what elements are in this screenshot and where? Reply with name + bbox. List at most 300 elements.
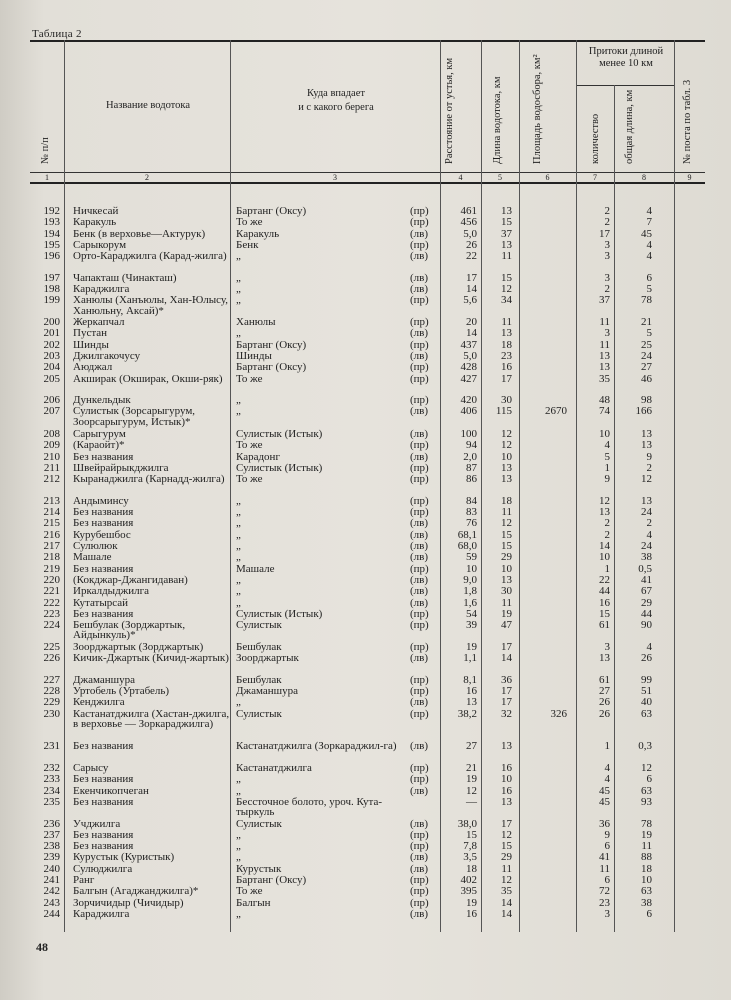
bank-side: (пр)	[410, 673, 429, 686]
row-number: 208	[43, 428, 60, 440]
distance-from-mouth: 86	[466, 473, 477, 486]
watercourse-name: Шинды	[73, 338, 109, 351]
tributary-length: 4	[646, 640, 652, 653]
tributary-count: 27	[599, 684, 610, 697]
flows-into: Машале	[236, 562, 275, 575]
bank-side: (лв)	[410, 907, 429, 920]
bank-side: (лв)	[410, 349, 429, 362]
bank-side: (пр)	[410, 205, 429, 217]
row-number: 231	[43, 740, 60, 753]
watercourse-name: Екенчикопчеган	[73, 784, 149, 797]
watercourse-name: Без названия	[73, 740, 134, 753]
tributary-length: 2	[646, 517, 652, 530]
watercourse-name: Кутатырсай	[73, 596, 129, 609]
flows-into: „	[236, 696, 241, 709]
distance-from-mouth: 402	[460, 874, 477, 886]
row-number: 201	[43, 327, 60, 340]
watercourse-name: Сулистык (Зорсарыгурум, Зоорсарыгурум, Истык)*	[73, 405, 196, 428]
row-number: 206	[43, 394, 60, 407]
length: 14	[501, 896, 512, 909]
tributary-length: 24	[641, 349, 652, 362]
bank-side: (лв)	[410, 528, 429, 541]
row-number: 216	[43, 528, 60, 541]
distance-from-mouth: 17	[466, 271, 477, 284]
flows-into: „	[236, 828, 241, 841]
row-number: 241	[43, 874, 60, 886]
watercourse-name: Сулюджилга	[73, 862, 133, 875]
distance-from-mouth: 437	[460, 338, 477, 351]
length: 18	[501, 338, 512, 351]
colnum-8: 8	[642, 173, 646, 182]
bank-side: (пр)	[410, 640, 429, 653]
tributary-count: 2	[604, 283, 610, 296]
watercourse-name: Орто-Караджилга (Карад-жилга)	[73, 250, 227, 263]
length: 10	[501, 450, 512, 463]
tributary-length: 78	[641, 294, 652, 307]
header-bottom-rule	[30, 182, 705, 184]
tributary-length: 10	[641, 874, 652, 886]
length: 13	[501, 795, 512, 808]
tributary-length: 9	[646, 450, 652, 463]
distance-from-mouth: 19	[466, 640, 477, 653]
flows-into: Сулистык (Истык)	[236, 428, 323, 440]
tributary-length: 45	[641, 227, 652, 240]
flows-into: „	[236, 394, 241, 407]
row-number: 229	[43, 696, 60, 709]
flows-into: То же	[236, 439, 263, 452]
flows-into: Сулистык (Истык)	[236, 461, 323, 474]
row-number: 196	[43, 250, 60, 263]
row-number: 239	[43, 851, 60, 864]
header-into-1: Куда впадает	[307, 88, 365, 99]
tributary-length: 63	[641, 707, 652, 720]
tributary-count: 4	[604, 762, 610, 774]
tributary-length: 11	[641, 840, 652, 853]
watercourse-name: Зоорджартык (Зорджартык)	[73, 640, 204, 653]
length: 12	[501, 874, 512, 886]
row-number: 204	[43, 361, 60, 374]
bank-side: (лв)	[410, 784, 429, 797]
watercourse-name: Кичик-Джартык (Кичид-жартык)	[73, 652, 229, 664]
tributary-count: 26	[599, 696, 610, 709]
tributary-count: 22	[599, 573, 610, 586]
row-number: 213	[43, 494, 60, 507]
header-top-rule	[30, 40, 705, 42]
watercourse-name: Уртобель (Уртабель)	[73, 684, 170, 697]
distance-from-mouth: 68,0	[457, 540, 477, 552]
flows-into: Сулистык	[236, 619, 282, 632]
bank-side: (пр)	[410, 828, 429, 841]
tributary-count: 13	[599, 349, 610, 362]
bank-side: (пр)	[410, 294, 429, 307]
distance-from-mouth: 27	[466, 740, 477, 753]
flows-into: Шинды	[236, 349, 272, 362]
length: 30	[501, 585, 512, 598]
bank-side: (пр)	[410, 238, 429, 251]
tributary-length: 6	[646, 773, 652, 786]
bank-side: (лв)	[410, 596, 429, 609]
distance-from-mouth: 76	[466, 517, 477, 530]
length: 13	[501, 740, 512, 753]
row-number: 195	[43, 238, 60, 251]
row-number: 223	[43, 607, 60, 620]
bank-side: (пр)	[410, 707, 429, 720]
distance-from-mouth: 9,0	[463, 573, 477, 586]
flows-into: „	[236, 283, 241, 296]
distance-from-mouth: 20	[466, 316, 477, 328]
watercourse-name: Курустык (Куристык)	[73, 851, 175, 864]
flows-into: Кастанатджилга	[236, 762, 312, 774]
tributary-length: 41	[641, 573, 652, 586]
tributary-length: 98	[641, 394, 652, 407]
row-number: 197	[43, 271, 60, 284]
length: 47	[501, 619, 512, 632]
row-number: 194	[43, 227, 60, 240]
watercourse-name: Андыминсу	[73, 494, 129, 507]
watercourse-name: Сулюлюк	[73, 540, 118, 552]
watercourse-name: Жеркапчал	[73, 316, 125, 328]
colnum-1: 1	[45, 173, 49, 182]
bank-side: (пр)	[410, 762, 429, 774]
length: 15	[501, 528, 512, 541]
flows-into: Джаманшура	[236, 684, 298, 697]
tributary-count: 4	[604, 439, 610, 452]
flows-into: Бартанг (Оксу)	[236, 874, 307, 886]
tributary-length: 99	[641, 673, 652, 686]
tributary-count: 3	[604, 640, 610, 653]
distance-from-mouth: 22	[466, 250, 477, 263]
watercourse-name: Без названия	[73, 607, 134, 620]
tributary-count: 11	[599, 862, 610, 875]
row-number: 192	[43, 205, 60, 217]
tributary-count: 3	[604, 327, 610, 340]
flows-into: То же	[236, 473, 263, 486]
distance-from-mouth: 13	[466, 696, 477, 709]
bank-side: (пр)	[410, 316, 429, 328]
flows-into: Бешбулак	[236, 673, 282, 686]
flows-into: „	[236, 405, 241, 418]
length: 17	[501, 684, 512, 697]
row-number: 200	[43, 316, 60, 328]
tributary-length: 4	[646, 250, 652, 263]
distance-from-mouth: 7,8	[463, 840, 477, 853]
flows-into: Бессточное болото, уроч. Кута-тыркуль	[236, 795, 383, 819]
bank-side: (пр)	[410, 840, 429, 853]
bank-side: (лв)	[410, 271, 429, 284]
bank-side: (лв)	[410, 428, 429, 440]
watercourse-name: Джилгакочусу	[73, 349, 141, 362]
length: 13	[501, 473, 512, 486]
tributary-count: 6	[604, 840, 610, 853]
watercourse-name: Сарыкорум	[73, 238, 127, 251]
flows-into: Сулистык	[236, 707, 282, 720]
flows-into: Бешбулак	[236, 640, 282, 653]
colnum-3: 3	[333, 173, 337, 182]
row-number: 237	[43, 828, 60, 841]
watercourse-name: Учджилга	[73, 817, 121, 830]
bank-side: (пр)	[410, 338, 429, 351]
watercourse-name: Без названия	[73, 828, 134, 841]
distance-from-mouth: 420	[460, 394, 477, 407]
length: 17	[501, 817, 512, 830]
distance-from-mouth: 428	[460, 361, 477, 374]
colnum-9: 9	[687, 173, 692, 182]
length: 15	[501, 216, 512, 229]
length: 29	[501, 851, 512, 864]
row-number: 242	[43, 885, 60, 898]
length: 23	[501, 349, 512, 362]
table-caption: Таблица 2	[32, 28, 82, 40]
length: 16	[501, 762, 512, 774]
tributary-length: 13	[641, 494, 652, 507]
header-cnt: количество	[590, 113, 601, 164]
colnum-2: 2	[145, 173, 149, 182]
length: 13	[501, 327, 512, 340]
length: 15	[501, 840, 512, 853]
bank-side: (лв)	[410, 851, 429, 864]
distance-from-mouth: 12	[466, 784, 477, 797]
length: 12	[501, 828, 512, 841]
row-number: 221	[43, 585, 60, 598]
header-area: Площадь водосбора, км²	[532, 54, 543, 164]
length: 12	[501, 439, 512, 452]
watercourse-name: Караджилга	[73, 283, 130, 296]
bank-side: (лв)	[410, 652, 429, 664]
flows-into: „	[236, 573, 241, 586]
page-number: 48	[36, 940, 48, 954]
distance-from-mouth: 15	[466, 828, 477, 841]
bank-side: (лв)	[410, 551, 429, 564]
length: 14	[501, 907, 512, 920]
row-number: 234	[43, 784, 60, 797]
bank-side: (пр)	[410, 473, 429, 486]
tribs-sub-rule	[576, 85, 674, 86]
distance-from-mouth: 94	[466, 439, 477, 452]
tributary-count: 23	[599, 896, 610, 909]
tributary-count: 15	[599, 607, 610, 620]
watercourse-name: Ранг	[73, 874, 95, 886]
length: 11	[501, 862, 512, 875]
distance-from-mouth: 26	[466, 238, 477, 251]
length: 17	[501, 640, 512, 653]
distance-from-mouth: 19	[466, 896, 477, 909]
row-number: 240	[43, 862, 60, 875]
colnum-7: 7	[593, 173, 597, 182]
tributary-length: 67	[641, 585, 652, 598]
distance-from-mouth: 8,1	[463, 673, 477, 686]
bank-side: (пр)	[410, 494, 429, 507]
tributary-count: 17	[599, 227, 610, 240]
header-into-2: и с какого берега	[298, 102, 374, 113]
tributary-length: 38	[641, 551, 652, 564]
header-len: Длина водотока, км	[492, 76, 503, 164]
watercourse-name: Кенджилга	[73, 696, 125, 709]
tributary-count: 10	[599, 551, 610, 564]
distance-from-mouth: 16	[466, 907, 477, 920]
flows-into: „	[236, 528, 241, 541]
tributary-count: 48	[599, 394, 610, 407]
tributary-length: 90	[641, 619, 652, 632]
watercourse-name: Кыранаджилга (Карнадд-жилга)	[73, 473, 225, 486]
flows-into: „	[236, 517, 241, 530]
tributary-length: 19	[641, 828, 652, 841]
length: 11	[501, 596, 512, 609]
distance-from-mouth: 427	[460, 372, 477, 385]
length: 12	[501, 283, 512, 296]
watercourse-name: Ничкесай	[73, 205, 119, 217]
bank-side: (пр)	[410, 773, 429, 786]
row-number: 219	[43, 562, 60, 575]
watercourse-name: Бешбулак (Зорджартык, Айдынкуль)*	[73, 619, 186, 642]
row-number: 225	[43, 640, 60, 653]
length: 10	[501, 562, 512, 575]
row-number: 214	[43, 506, 60, 519]
tributary-count: 10	[599, 428, 610, 440]
tributary-length: 78	[641, 817, 652, 830]
watercourse-name: Без названия	[73, 450, 134, 463]
tributary-length: 63	[641, 784, 652, 797]
tributary-count: 9	[604, 473, 610, 486]
tributary-count: 16	[599, 596, 610, 609]
row-number: 228	[43, 684, 60, 697]
flows-into: Курустык	[236, 862, 282, 875]
watercourse-name: Без названия	[73, 517, 134, 530]
flows-into: „	[236, 551, 241, 564]
watercourse-name: Джаманшура	[73, 673, 135, 686]
flows-into: Балгын	[236, 896, 271, 909]
bank-side: (лв)	[410, 450, 429, 463]
length: 17	[501, 372, 512, 385]
distance-from-mouth: 10	[466, 562, 477, 575]
watercourse-name: Пустан	[73, 327, 108, 340]
length: 32	[501, 707, 512, 720]
watercourse-name: Машале	[73, 551, 112, 564]
flows-into: „	[236, 851, 241, 864]
tributary-length: 46	[641, 372, 652, 385]
watercourse-name: Зорчичидыр (Чичидыр)	[73, 896, 184, 909]
flows-into: То же	[236, 372, 263, 385]
distance-from-mouth: 100	[460, 428, 477, 440]
length: 35	[501, 885, 512, 898]
length: 12	[501, 428, 512, 440]
tributary-length: 24	[641, 506, 652, 519]
tributary-length: 29	[641, 596, 652, 609]
row-number: 210	[43, 450, 60, 463]
bank-side: (пр)	[410, 684, 429, 697]
bank-side: (лв)	[410, 283, 429, 296]
length: 13	[501, 238, 512, 251]
length: 10	[501, 773, 512, 786]
flows-into: „	[236, 294, 241, 307]
row-number: 232	[43, 762, 60, 774]
bank-side: (пр)	[410, 506, 429, 519]
watercourse-name: Бенк (в верховье—Актурук)	[73, 227, 206, 240]
bank-side: (пр)	[410, 562, 429, 575]
watercourse-name: Без названия	[73, 773, 134, 786]
bank-side: (пр)	[410, 885, 429, 898]
bank-side: (лв)	[410, 585, 429, 598]
length: 16	[501, 361, 512, 374]
flows-into: Бартанг (Оксу)	[236, 338, 307, 351]
distance-from-mouth: 5,6	[463, 294, 477, 307]
bank-side: (лв)	[410, 327, 429, 340]
tributary-count: 1	[604, 461, 610, 474]
distance-from-mouth: 84	[466, 494, 477, 507]
tributary-count: 14	[599, 540, 610, 552]
watercourse-name: Без названия	[73, 795, 134, 808]
distance-from-mouth: 21	[466, 762, 477, 774]
flows-into: Сулистык (Истык)	[236, 607, 323, 620]
flows-into: Бартанг (Оксу)	[236, 361, 307, 374]
tributary-count: 41	[599, 851, 610, 864]
tributary-count: 13	[599, 361, 610, 374]
flows-into: „	[236, 506, 241, 519]
tributary-length: 4	[646, 238, 652, 251]
length: 17	[501, 696, 512, 709]
length: 13	[501, 205, 512, 217]
header-tot: общая длина, км	[624, 89, 635, 164]
distance-from-mouth: 1,8	[463, 585, 477, 598]
flows-into: „	[236, 596, 241, 609]
header-post: № поста по табл. 3	[682, 79, 693, 164]
tributary-length: 7	[646, 216, 652, 229]
tributary-length: 26	[641, 652, 652, 664]
distance-from-mouth: 18	[466, 862, 477, 875]
bank-side: (лв)	[410, 817, 429, 830]
watercourse-name: Акширак (Окширак, Окши-ряк)	[73, 372, 223, 385]
row-number: 209	[43, 439, 60, 452]
length: 14	[501, 652, 512, 664]
length: 34	[501, 294, 512, 307]
tributary-count: 13	[599, 506, 610, 519]
tributary-length: 51	[641, 684, 652, 697]
tributary-count: 3	[604, 907, 610, 920]
tributary-count: 26	[599, 707, 610, 720]
bank-side: (пр)	[410, 394, 429, 407]
tributary-count: 44	[599, 585, 610, 598]
colnum-5: 5	[498, 173, 502, 182]
flows-into: „	[236, 585, 241, 598]
tributary-length: 12	[641, 762, 652, 774]
distance-from-mouth: 38,2	[457, 707, 477, 720]
tributary-count: 45	[599, 784, 610, 797]
row-number: 236	[43, 817, 60, 830]
watercourse-name: Курубешбос	[73, 528, 131, 541]
distance-from-mouth: 406	[460, 405, 477, 418]
flows-into: Ханюлы	[236, 316, 276, 328]
tributary-count: 6	[604, 874, 610, 886]
watercourse-name: Чапакташ (Чинакташ)	[73, 271, 177, 284]
watercourse-name: Швейрайрыкджилга	[73, 461, 169, 474]
row-number: 193	[43, 216, 60, 229]
bank-side: (лв)	[410, 862, 429, 875]
tributary-length: 63	[641, 885, 652, 898]
bank-side: (пр)	[410, 216, 429, 229]
distance-from-mouth: 83	[466, 506, 477, 519]
tributary-count: 2	[604, 528, 610, 541]
distance-from-mouth: 1,6	[463, 596, 477, 609]
length: 13	[501, 573, 512, 586]
flows-into: То же	[236, 885, 263, 898]
flows-into: То же	[236, 216, 263, 229]
watercourse-name: Сарысу	[73, 762, 109, 774]
watercourse-name: (Караойт)*	[73, 439, 125, 452]
length: 36	[501, 673, 512, 686]
watercourse-name: Дункельдык	[73, 394, 131, 407]
flows-into: Бартанг (Оксу)	[236, 205, 307, 217]
bank-side: (лв)	[410, 517, 429, 530]
distance-from-mouth: 5,0	[463, 227, 477, 240]
